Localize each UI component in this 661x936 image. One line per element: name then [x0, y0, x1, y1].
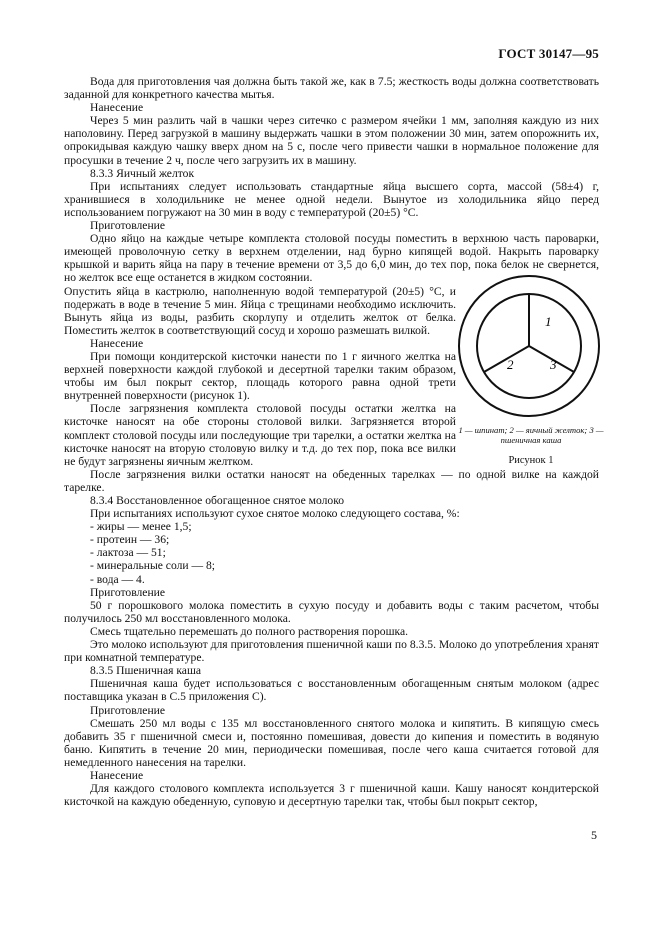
section-heading: Нанесение: [90, 336, 144, 350]
figure-title: Рисунок 1: [508, 455, 554, 466]
sector-label-3: 3: [550, 357, 557, 372]
paragraph: Через 5 мин разлить чай в чашки через ситечко с размером ячейки 1 мм, заполняя каждую из них наполовину. Перед загрузкой в машину выдержать чашки в этом положении 30 мин, затем опорожнить их, опрокидывая каждую чашку вверх дном на 5 с, после чего привести чашки в нормальное положение для просушки в течение 2 ч, после чего загрузить их в машину.: [64, 114, 599, 167]
paragraph: Пшеничная каша будет использоваться с восстановленным обогащенным снятым молоком (адрес поставщика указан в С.5 приложения С).: [64, 677, 599, 704]
list-item: - минеральные соли — 8;: [90, 559, 215, 573]
plate-svg: [452, 272, 606, 420]
paragraph: 50 г порошкового молока поместить в сухую посуду и добавить воды с таким расчетом, чтобы получилось 250 мл восстановленного молока.: [64, 598, 599, 625]
paragraph: Для каждого столового комплекта используется 3 г пшеничной каши. Кашу наносят кондитерской кисточкой на каждую обеденную, суповую и десертную тарелки так, чтобы был покрыт сектор,: [64, 782, 599, 809]
sector-label-1: 1: [545, 314, 552, 329]
paragraph: После загрязнения вилки остатки наносят на обеденных тарелках — по одной вилке на каждой тарелке.: [64, 467, 599, 494]
page-number: 5: [591, 828, 597, 842]
section-heading: Приготовление: [90, 703, 166, 717]
paragraph: Смесь тщательно перемешать до полного растворения порошка.: [90, 624, 409, 638]
figure-legend: 1 — шпинат; 2 — яичный желток; 3 — пшеничная каша: [458, 425, 604, 445]
paragraph: При помощи кондитерской кисточки нанести по 1 г яичного желтка на верхней поверхности каждой глубокой и десертной тарелки таким образом, чтобы им был покрыт сектор, площадь которого равна одной трети внутренней поверхности (рисунок 1).: [64, 349, 456, 403]
section-heading: Нанесение: [90, 101, 144, 115]
list-item: - жиры — менее 1,5;: [90, 520, 192, 534]
section-heading: Приготовление: [90, 219, 166, 233]
standard-header: ГОСТ 30147—95: [498, 46, 599, 61]
section-heading: 8.3.4 Восстановленное обогащенное снятое молоко: [90, 494, 345, 507]
text-beside-figure: [64, 285, 456, 468]
section-heading: 8.3.3 Яичный желток: [90, 166, 195, 180]
sector-label-2: 2: [507, 357, 514, 372]
section-heading: Приготовление: [90, 585, 166, 599]
list-item: - лактоза — 51;: [90, 546, 166, 560]
paragraph: Это молоко используют для приготовления пшеничной каши по 8.3.5. Молоко до употребления хранят при комнатной температуре.: [64, 638, 599, 665]
paragraph: Вода для приготовления чая должна быть такой же, как в 7.5; жесткость воды должна соответствовать заданной для конкретного качества мытья.: [64, 75, 599, 102]
paragraph: Одно яйцо на каждые четыре комплекта столовой посуды поместить в верхнюю часть пароварки, имеющей проволочную сетку в верхнем отделении, над бурно кипящей водой. Накрыть пароварку крышкой и варить яйца на пару в течение времени от 3,5 до 6,0 мин, до тех пор, пока белок не свернется, но желток все еще останется в жидком состоянии.: [64, 232, 599, 285]
list-item: - протеин — 36;: [90, 533, 170, 547]
paragraph: При испытаниях следует использовать стандартные яйца высшего сорта, массой (58±4) г, хранившиеся в холодильнике не менее одной недели. Вынутое из холодильника яйцо перед использованием погружают на 30 мин в воду с температурой (20±5) °С.: [64, 179, 599, 219]
paragraph: При испытаниях используют сухое снятое молоко следующего состава, %:: [90, 507, 460, 521]
plate-diagram: [452, 272, 606, 420]
section-heading: Нанесение: [90, 768, 144, 782]
list-item: - вода — 4.: [90, 572, 145, 586]
section-heading: 8.3.5 Пшеничная каша: [90, 664, 202, 678]
paragraph: После загрязнения комплекта столовой посуды остатки желтка на кисточке наносят на обе стороны столовой вилки. Загрязняется второй комплект столовой посуды или последующие три тарелки, а остатки желтка на кисточке наносят на вторую столовую вилку и т.д. до тех пор, пока все вилки не будут загрязнены яичным желтком.: [64, 402, 456, 468]
paragraph: Опустить яйца в кастрюлю, наполненную водой температурой (20±5) °С, и подержать в воде в течение 5 мин. Яйца с трещинами необходимо исключить. Вынуть яйца из воды, разбить скорлупу и отделить желток от белка. Поместить желток в соответствующий сосуд и хорошо размешать вилкой.: [64, 284, 456, 337]
paragraph: Смешать 250 мл воды с 135 мл восстановленного снятого молока и кипятить. В кипящую смесь добавить 35 г пшеничной смеси и, постоянно помешивая, довести до кипения и поместить в водяную баню. Кипятить в течение 20 мин, периодически помешивая, после чего каша считается готовой для немедленного нанесения на тарелки.: [64, 716, 599, 769]
